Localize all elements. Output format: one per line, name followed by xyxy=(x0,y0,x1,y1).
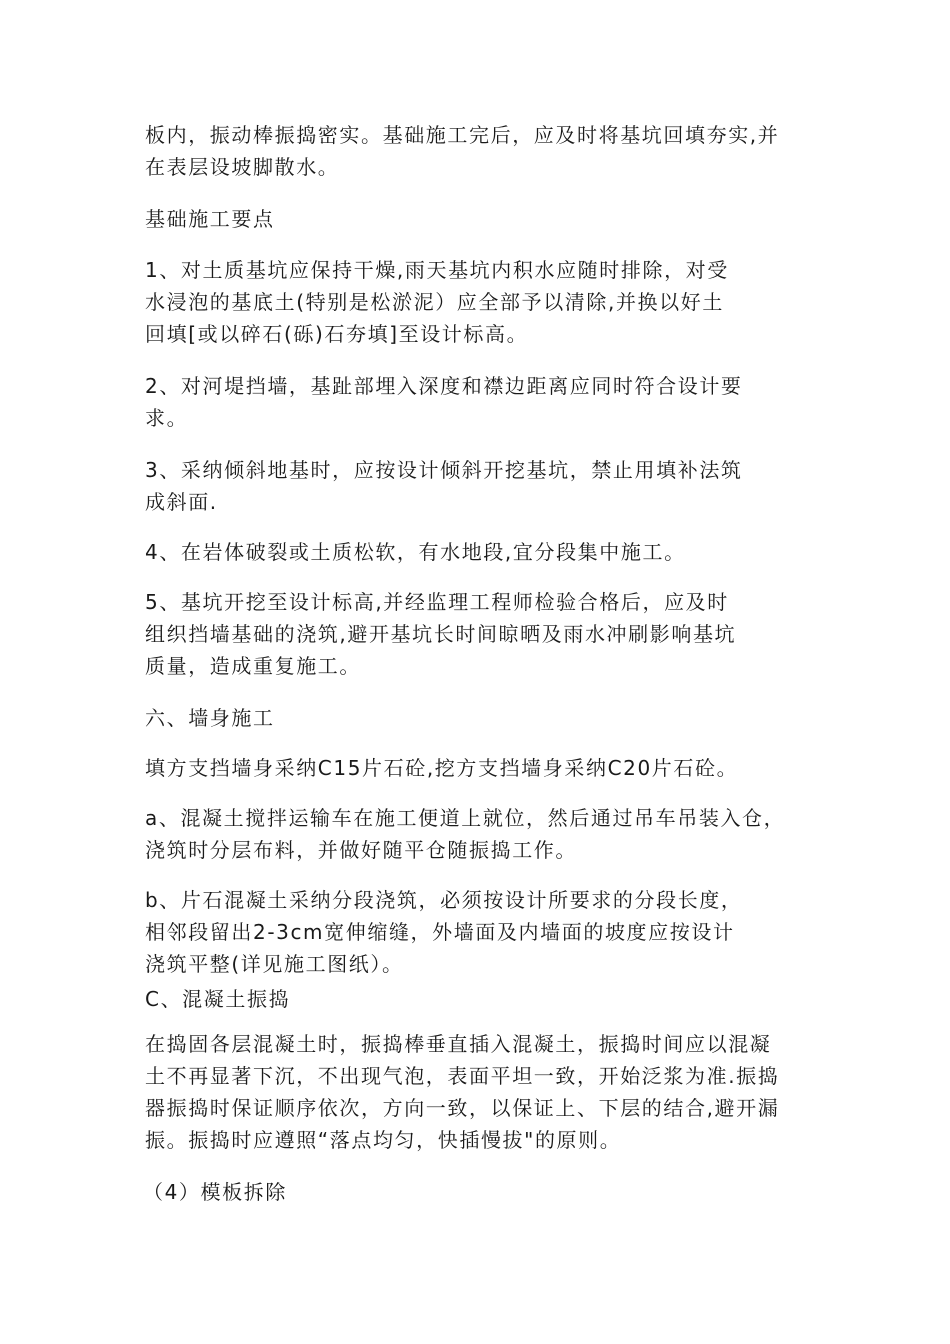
text-line: 质量，造成重复施工。 xyxy=(145,654,361,678)
text-line: 2、对河堤挡墙，基趾部埋入深度和襟边距离应同时符合设计要 xyxy=(145,374,743,398)
text-line: 振。振捣时应遵照“落点均匀，快插慢拔"的原则。 xyxy=(145,1128,622,1152)
text-line: 求。 xyxy=(145,406,189,430)
text-line: 器振捣时保证顺序依次，方向一致，以保证上、下层的结合,避开漏 xyxy=(145,1096,780,1120)
text-line: 六、墙身施工 xyxy=(145,706,275,730)
text-line: a、混凝土搅拌运输车在施工便道上就位，然后通过吊车吊装入仓， xyxy=(145,806,786,830)
text-line: C、混凝土振捣 xyxy=(145,987,291,1011)
list-item-1 xyxy=(145,254,810,350)
list-item-5 xyxy=(145,586,810,682)
section-heading-foundation-points xyxy=(145,203,810,235)
text-line: 填方支挡墙身采纳C15片石砼,挖方支挡墙身采纳C20片石砼。 xyxy=(145,756,739,780)
list-item-2 xyxy=(145,370,810,434)
text-line: 3、采纳倾斜地基时，应按设计倾斜开挖基坑，禁止用填补法筑 xyxy=(145,458,743,482)
text-line: 板内，振动棒振捣密实。基础施工完后，应及时将基坑回填夯实,并 xyxy=(145,123,780,147)
text-line: 4、在岩体破裂或土质松软，有水地段,宜分段集中施工。 xyxy=(145,540,686,564)
text-line: 基础施工要点 xyxy=(145,207,275,231)
text-line: 在表层设坡脚散水。 xyxy=(145,155,340,179)
paragraph-foundation-backfill xyxy=(145,119,810,183)
text-line: 浇筑平整(详见施工图纸）。 xyxy=(145,952,404,976)
paragraph-wall-concrete-grade xyxy=(145,752,810,784)
list-item-c-heading xyxy=(145,983,810,1015)
list-item-a xyxy=(145,802,810,866)
text-line: 浇筑时分层布料，并做好随平仓随振捣工作。 xyxy=(145,838,577,862)
text-line: 组织挡墙基础的浇筑,避开基坑长时间晾晒及雨水冲刷影响基坑 xyxy=(145,622,737,646)
text-line: 相邻段留出2-3cm宽伸缩缝，外墙面及内墙面的坡度应按设计 xyxy=(145,920,735,944)
text-line: 水浸泡的基底土(特别是松淤泥）应全部予以清除,并换以好土 xyxy=(145,290,724,314)
section-heading-formwork-removal xyxy=(143,1176,808,1208)
text-line: 土不再显著下沉，不出现气泡，表面平坦一致，开始泛浆为准.振捣 xyxy=(145,1064,780,1088)
paragraph-vibration xyxy=(145,1028,810,1156)
list-item-b xyxy=(145,884,810,980)
text-line: 5、基坑开挖至设计标高,并经监理工程师检验合格后，应及时 xyxy=(145,590,729,614)
text-line: 成斜面. xyxy=(145,490,218,514)
list-item-3 xyxy=(145,454,810,518)
list-item-4 xyxy=(145,536,810,568)
section-heading-wall-construction xyxy=(145,702,810,734)
text-line: b、片石混凝土采纳分段浇筑，必须按设计所要求的分段长度， xyxy=(145,888,743,912)
text-line: 在捣固各层混凝土时，振捣棒垂直插入混凝土，振捣时间应以混凝 xyxy=(145,1032,772,1056)
text-line: （4）模板拆除 xyxy=(143,1180,287,1204)
text-line: 回填[或以碎石(砾)石夯填]至设计标高。 xyxy=(145,322,529,346)
text-line: 1、对土质基坑应保持干燥,雨天基坑内积水应随时排除，对受 xyxy=(145,258,729,282)
